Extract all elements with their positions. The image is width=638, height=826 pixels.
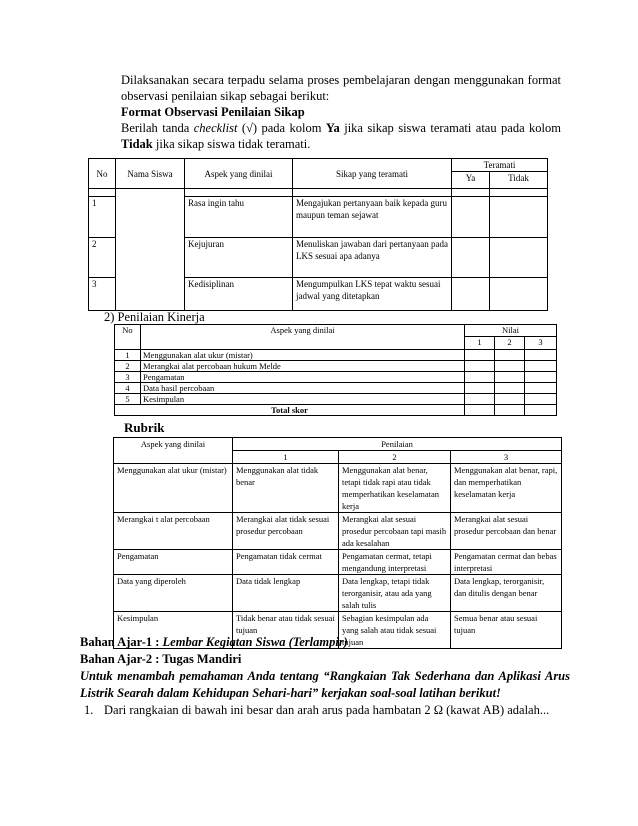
row-no: 2 (115, 361, 141, 372)
score-cell[interactable] (465, 394, 495, 405)
spacer-cell (89, 189, 116, 197)
table-row (114, 513, 562, 550)
row-aspek: Data yang diperoleh (114, 575, 233, 612)
row-p3: Pengamatan cermat dan bebas interpretasi (451, 550, 562, 575)
tidak-cell[interactable] (490, 238, 548, 278)
row-p2: Merangkai alat sesuai prosedur percobaan tapi masih ada kesalahan (339, 513, 451, 550)
score-cell[interactable] (465, 372, 495, 383)
score-cell[interactable] (525, 405, 557, 416)
spacer-cell (293, 189, 452, 197)
spacer-cell (185, 189, 293, 197)
col-ya: Ya (452, 172, 490, 189)
sikap-table (88, 158, 548, 311)
row-aspek: Pengamatan (114, 550, 233, 575)
spacer-cell (452, 189, 490, 197)
row-sikap: Mengumpulkan LKS tepat waktu sesuai jadwal yang ditetapkan (293, 278, 452, 311)
col-tidak: Tidak (490, 172, 548, 189)
col-nilai-1: 1 (465, 337, 495, 350)
score-cell[interactable] (525, 394, 557, 405)
ya-cell[interactable] (452, 278, 490, 311)
col-sikap: Sikap yang teramati (293, 159, 452, 189)
kinerja-heading: 2) Penilaian Kinerja (104, 310, 205, 324)
col-teramati: Teramati (452, 159, 548, 172)
instruction-text: Untuk menambah pemahaman Anda tentang “Rangkaian Tak Sederhana dan Aplikasi Arus Listrik Searah dalam Kehidupan Sehari-hari” kerjakan soal-soal latihan berikut! (80, 669, 570, 700)
question-1: 1. Dari rangkaian di bawah ini besar dan arah arus pada hambatan 2 Ω (kawat AB) adalah... (84, 703, 550, 717)
col-no: No (89, 159, 116, 189)
row-no: 3 (89, 278, 116, 311)
row-aspek: Menggunakan alat ukur (mistar) (114, 464, 233, 513)
tidak-cell[interactable] (490, 278, 548, 311)
ya-cell[interactable] (452, 197, 490, 238)
nama-siswa-cell (116, 189, 185, 311)
row-no: 5 (115, 394, 141, 405)
row-p2: Pengamatan cermat, tetapi mengandung interpretasi (339, 550, 451, 575)
col-aspek: Aspek yang dinilai (141, 325, 465, 350)
row-aspek: Pengamatan (141, 372, 465, 383)
row-p1: Menggunakan alat tidak benar (233, 464, 339, 513)
col-nama-siswa: Nama Siswa (116, 159, 185, 189)
col-nilai-3: 3 (525, 337, 557, 350)
row-p1: Merangkai alat tidak sesuai prosedur percobaan (233, 513, 339, 550)
row-aspek: Kejujuran (185, 238, 293, 278)
row-aspek: Merangkai alat percobaan hukum Melde (141, 361, 465, 372)
row-p3: Merangkai alat sesuai prosedur percobaan dan benar (451, 513, 562, 550)
row-sikap: Mengajukan pertanyaan baik kepada guru maupun teman sejawat (293, 197, 452, 238)
intro-paragraph (121, 72, 561, 152)
row-p1: Tidak benar atau tidak sesuai tujuan (233, 612, 339, 649)
row-aspek: Rasa ingin tahu (185, 197, 293, 238)
col-nilai-2: 2 (495, 337, 525, 350)
row-aspek: Kesimpulan (141, 394, 465, 405)
tidak-cell[interactable] (490, 197, 548, 238)
score-cell[interactable] (495, 405, 525, 416)
col-penilaian-2: 2 (339, 451, 451, 464)
score-cell[interactable] (495, 383, 525, 394)
row-no: 2 (89, 238, 116, 278)
col-penilaian: Penilaian (233, 438, 562, 451)
row-aspek: Kedisiplinan (185, 278, 293, 311)
instruction: Berilah tanda checklist (√) pada kolom Ya jika sikap siswa teramati atau pada kolom Tidak jika sikap siswa tidak teramati. (121, 121, 561, 151)
kinerja-table (114, 324, 557, 416)
col-aspek: Aspek yang dinilai (185, 159, 293, 189)
row-sikap: Menuliskan jawaban dari pertanyaan pada LKS sesuai apa adanya (293, 238, 452, 278)
score-cell[interactable] (495, 361, 525, 372)
col-nilai: Nilai (465, 325, 557, 337)
format-title: Format Observasi Penilaian Sikap (121, 105, 305, 119)
bahan-ajar-2: Bahan Ajar-2 : Tugas Mandiri (80, 652, 242, 666)
table-row (114, 575, 562, 612)
bahan-ajar-1: Bahan Ajar-1 : Lembar Kegiatan Siswa (Terlampir) (80, 635, 348, 649)
row-aspek: Data hasil percobaan (141, 383, 465, 394)
score-cell[interactable] (525, 372, 557, 383)
row-p2: Sebagian kesimpulan ada yang salah atau tidak sesuai tujuan (339, 612, 451, 649)
score-cell[interactable] (495, 394, 525, 405)
row-p1: Data tidak lengkap (233, 575, 339, 612)
row-aspek: Merangkai t alat percobaan (114, 513, 233, 550)
total-skor-label: Total skor (115, 405, 465, 416)
ya-cell[interactable] (452, 238, 490, 278)
table-row (114, 464, 562, 513)
row-no: 4 (115, 383, 141, 394)
row-p3: Data lengkap, terorganisir, dan ditulis dengan benar (451, 575, 562, 612)
row-no: 1 (115, 350, 141, 361)
col-no: No (115, 325, 141, 350)
row-no: 3 (115, 372, 141, 383)
row-no: 1 (89, 197, 116, 238)
score-cell[interactable] (465, 383, 495, 394)
score-cell[interactable] (525, 350, 557, 361)
col-aspek: Aspek yang dinilai (114, 438, 233, 464)
row-p1: Pengamatan tidak cermat (233, 550, 339, 575)
table-row (114, 550, 562, 575)
score-cell[interactable] (465, 361, 495, 372)
row-p3: Semua benar atau sesuai tujuan (451, 612, 562, 649)
row-p3: Menggunakan alat benar, rapi, dan memperhatikan keselamatan kerja (451, 464, 562, 513)
row-p2: Data lengkap, tetapi tidak terorganisir, atau ada yang salah tulis (339, 575, 451, 612)
score-cell[interactable] (495, 350, 525, 361)
score-cell[interactable] (495, 372, 525, 383)
score-cell[interactable] (465, 405, 495, 416)
spacer-cell (490, 189, 548, 197)
col-penilaian-3: 3 (451, 451, 562, 464)
col-penilaian-1: 1 (233, 451, 339, 464)
score-cell[interactable] (525, 383, 557, 394)
score-cell[interactable] (465, 350, 495, 361)
rubrik-heading: Rubrik (124, 420, 165, 435)
score-cell[interactable] (525, 361, 557, 372)
rubrik-table (113, 437, 562, 649)
row-aspek: Kesimpulan (114, 612, 233, 649)
row-p2: Menggunakan alat benar, tetapi tidak rapi atau tidak memperhatikan keselamatan kerja (339, 464, 451, 513)
intro-line: Dilaksanakan secara terpadu selama proses pembelajaran dengan menggunakan format observasi penilaian sikap sebagai berikut: (121, 73, 561, 103)
bahan-ajar-section (80, 634, 570, 719)
row-aspek: Menggunakan alat ukur (mistar) (141, 350, 465, 361)
